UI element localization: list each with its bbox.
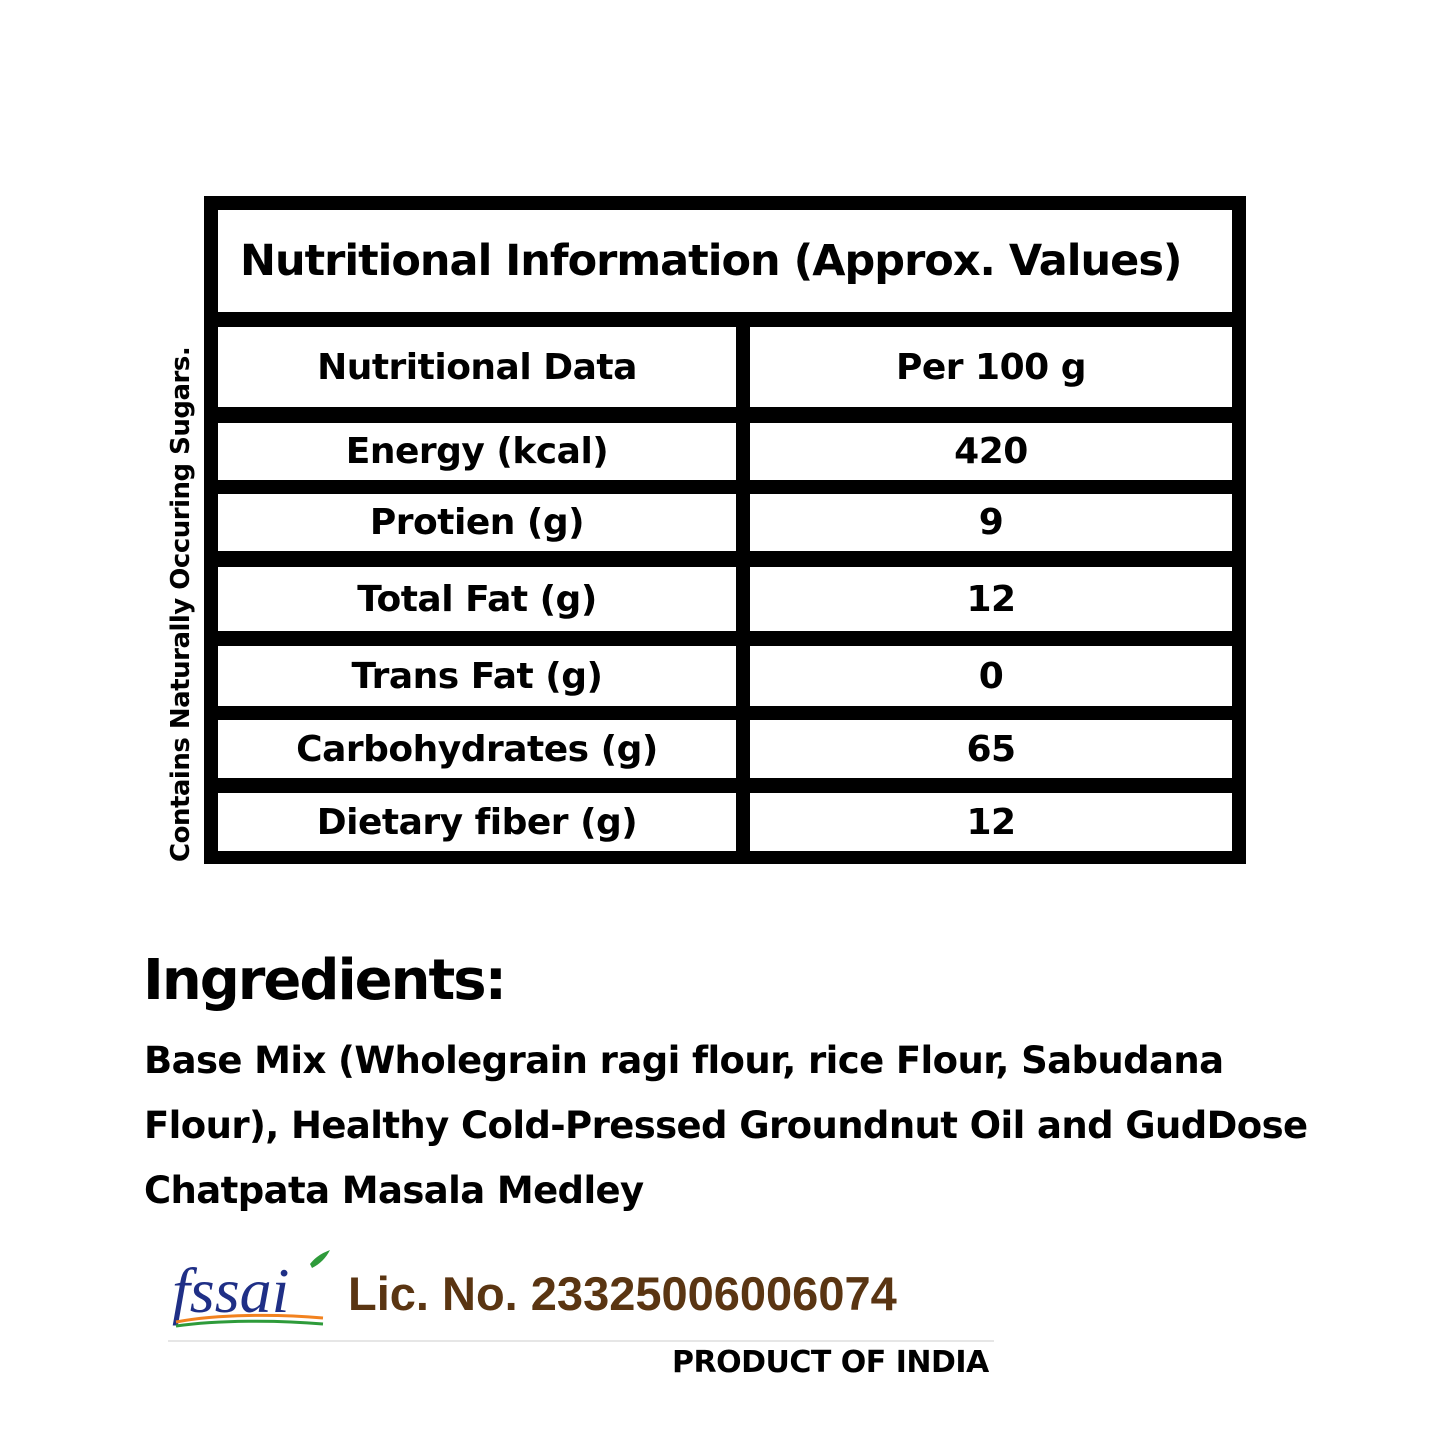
nutrition-table-title: Nutritional Information (Approx. Values)	[218, 210, 1232, 312]
table-row-value: 12	[750, 793, 1232, 851]
product-origin: PRODUCT OF INDIA	[672, 1345, 989, 1380]
table-row-label: Dietary fiber (g)	[218, 793, 736, 851]
fssai-logo-text: fssai	[172, 1255, 290, 1326]
ingredients-line: Chatpata Masala Medley	[144, 1169, 644, 1212]
nutrition-table	[204, 196, 1246, 864]
fssai-license-badge	[168, 1246, 994, 1342]
fssai-logo	[168, 1246, 333, 1336]
column-header-label: Nutritional Data	[218, 327, 736, 407]
table-row-value: 0	[750, 646, 1232, 706]
table-row-label: Protien (g)	[218, 494, 736, 551]
ingredients-line: Base Mix (Wholegrain ragi flour, rice Flour, Sabudana	[144, 1039, 1224, 1082]
table-row-label: Energy (kcal)	[218, 423, 736, 480]
table-row-value: 65	[750, 720, 1232, 778]
leaf-icon	[310, 1250, 330, 1268]
ingredients-heading: Ingredients:	[143, 948, 506, 1013]
column-header-value: Per 100 g	[750, 327, 1232, 407]
table-row-label: Total Fat (g)	[218, 567, 736, 631]
license-number: Lic. No. 23325006006074	[348, 1267, 897, 1320]
table-row-label: Carbohydrates (g)	[218, 720, 736, 778]
table-row-value: 420	[750, 423, 1232, 480]
table-row-label: Trans Fat (g)	[218, 646, 736, 706]
table-row-value: 9	[750, 494, 1232, 551]
naturally-occurring-sugars-note: Contains Naturally Occuring Sugars.	[166, 346, 196, 862]
ingredients-list	[144, 1028, 1344, 1223]
table-row-value: 12	[750, 567, 1232, 631]
ingredients-line: Flour), Healthy Cold-Pressed Groundnut Oil and GudDose	[144, 1104, 1308, 1147]
